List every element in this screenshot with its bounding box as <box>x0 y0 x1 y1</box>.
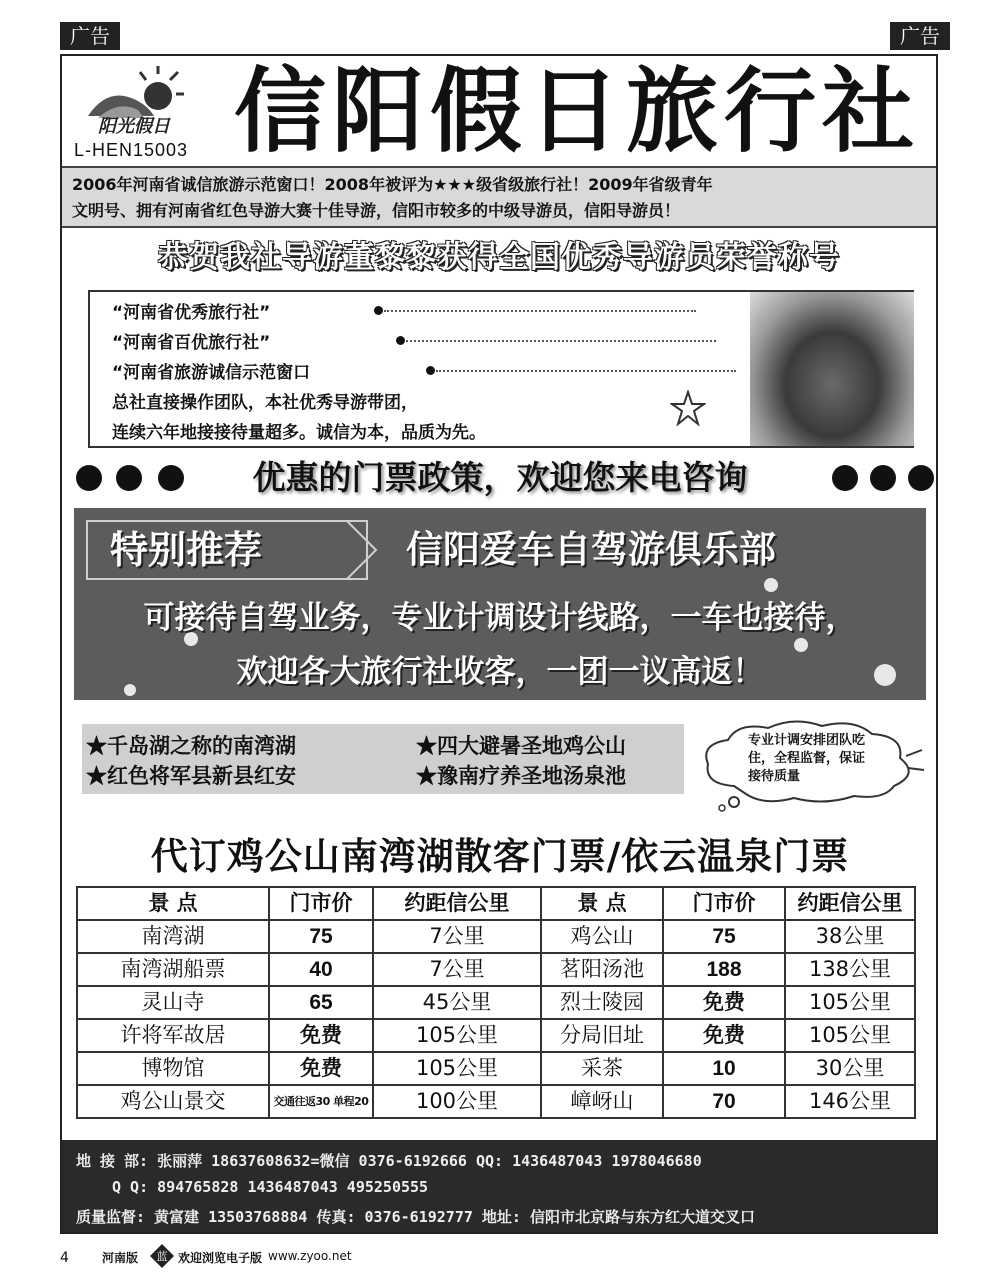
price-cell: 免费 <box>269 1019 373 1052</box>
table-row <box>77 920 915 953</box>
honor-item: “河南省优秀旅行社” <box>112 303 271 323</box>
bullet-dot-icon <box>374 306 383 315</box>
header-distance: 约距信公里 <box>373 887 541 920</box>
dot-icon <box>158 465 184 491</box>
price-cell: 75 <box>269 920 373 953</box>
mountain-photo <box>750 292 914 446</box>
license-number: L-HEN15003 <box>74 140 189 160</box>
star-outline-icon <box>670 390 706 426</box>
attraction-item: ★豫南疗养圣地汤泉池 <box>416 763 626 788</box>
spot-cell: 嶂岈山 <box>541 1085 663 1118</box>
footer-welcome: 欢迎浏览电子版 <box>178 1251 263 1265</box>
spot-cell: 采茶 <box>541 1052 663 1085</box>
congrats-banner: 恭贺我社导游董黎黎获得全国优秀导游员荣誉称号 <box>158 240 840 275</box>
ad-label-left: 广告 <box>60 22 120 50</box>
attraction-item: ★千岛湖之称的南湾湖 <box>86 733 296 758</box>
page-number: 4 <box>60 1250 69 1266</box>
cloud-line-3: 接待质量 <box>748 769 801 784</box>
price-cell: 免费 <box>269 1052 373 1085</box>
cloud-line-2: 住，全程监督，保证 <box>748 751 866 766</box>
spot-cell: 博物馆 <box>77 1052 269 1085</box>
dot-icon <box>870 465 896 491</box>
header-price: 门市价 <box>663 887 785 920</box>
spot-cell: 南湾湖船票 <box>77 953 269 986</box>
distance-cell: 45公里 <box>373 986 541 1019</box>
spot-cell: 分局旧址 <box>541 1019 663 1052</box>
price-cell: 40 <box>269 953 373 986</box>
header-spot: 景 点 <box>77 887 269 920</box>
club-name: 信阳爱车自驾游俱乐部 <box>406 528 776 571</box>
price-cell: 65 <box>269 986 373 1019</box>
ticket-booking-title: 代订鸡公山南湾湖散客门票/依云温泉门票 <box>150 835 850 878</box>
spot-cell: 鸡公山 <box>541 920 663 953</box>
spot-cell: 茗阳汤池 <box>541 953 663 986</box>
honor-item: 总社直接操作团队，本社优秀导游带团， <box>112 393 418 413</box>
table-row <box>77 953 915 986</box>
chevron-right-icon <box>344 520 378 580</box>
distance-cell: 7公里 <box>373 920 541 953</box>
honors-band <box>62 166 936 228</box>
honor-item: 连续六年地接接待量超多。诚信为本，品质为先。 <box>112 423 486 443</box>
distance-cell: 30公里 <box>785 1052 915 1085</box>
dot-icon <box>116 465 142 491</box>
price-cell: 10 <box>663 1052 785 1085</box>
contact-line-3: 质量监督: 黄富建 13503768884 传真: 0376-6192777 地址: 信阳市北京路与东方红大道交叉口 <box>76 1208 755 1226</box>
price-cell: 75 <box>663 920 785 953</box>
price-cell: 免费 <box>663 986 785 1019</box>
dot-icon <box>76 465 102 491</box>
bullet-dot-icon <box>426 366 435 375</box>
price-cell: 免费 <box>663 1019 785 1052</box>
distance-cell: 38公里 <box>785 920 915 953</box>
honors-line-1: 2006年河南省诚信旅游示范窗口！2008年被评为★★★级省级旅行社！2009年省级青年 <box>72 175 713 194</box>
lan-logo-icon <box>150 1244 174 1268</box>
distance-cell: 146公里 <box>785 1085 915 1118</box>
distance-cell: 138公里 <box>785 953 915 986</box>
footer-site-link[interactable]: www.zyoo.net <box>268 1249 352 1263</box>
honors-box <box>88 290 914 448</box>
attractions-band <box>82 724 684 794</box>
special-recommend-badge: 特别推荐 <box>86 520 368 580</box>
contact-line-2: Q Q: 894765828 1436487043 495250555 <box>112 1178 429 1196</box>
recommend-band <box>74 508 926 700</box>
table-row <box>77 986 915 1019</box>
recommend-line-2: 欢迎各大旅行社收客，一团一议高返！ <box>236 654 764 690</box>
table-row <box>77 1085 915 1118</box>
honor-item: “河南省百优旅行社” <box>112 333 271 353</box>
attraction-item: ★四大避暑圣地鸡公山 <box>416 733 626 758</box>
dotted-line <box>406 340 716 342</box>
price-cell: 70 <box>663 1085 785 1118</box>
bullet-dot-icon <box>396 336 405 345</box>
bubble-decoration <box>764 578 778 592</box>
cloud-text <box>748 732 898 786</box>
distance-cell: 105公里 <box>785 986 915 1019</box>
recommend-line-1: 可接待自驾业务，专业计调设计线路，一车也接待， <box>143 600 857 636</box>
contact-band <box>62 1140 936 1232</box>
lan-logo-char: 蓝 <box>156 1250 168 1263</box>
contact-line-1: 地 接 部: 张丽萍 18637608632=微信 0376-6192666 QQ: 1436487043 1978046680 <box>76 1152 702 1170</box>
logo-text: 阳光假日 <box>98 116 170 137</box>
dotted-line <box>436 370 736 372</box>
ticket-slogan: 优惠的门票政策，欢迎您来电咨询 <box>252 458 748 497</box>
dot-icon <box>908 465 934 491</box>
spot-cell: 许将军故居 <box>77 1019 269 1052</box>
dot-icon <box>832 465 858 491</box>
honor-item: “河南省旅游诚信示范窗口 <box>112 363 311 383</box>
spot-cell: 鸡公山景交 <box>77 1085 269 1118</box>
table-header-row <box>77 887 915 920</box>
header-price: 门市价 <box>269 887 373 920</box>
distance-cell: 105公里 <box>373 1052 541 1085</box>
distance-cell: 105公里 <box>373 1019 541 1052</box>
ad-label-right: 广告 <box>890 22 950 50</box>
spot-cell: 灵山寺 <box>77 986 269 1019</box>
distance-cell: 100公里 <box>373 1085 541 1118</box>
header-distance: 约距信公里 <box>785 887 915 920</box>
distance-cell: 105公里 <box>785 1019 915 1052</box>
honors-line-2: 文明号、拥有河南省红色导游大赛十佳导游，信阳市较多的中级导游员，信阳导游员！ <box>72 201 681 220</box>
dotted-line <box>384 310 696 312</box>
spot-cell: 南湾湖 <box>77 920 269 953</box>
ticket-price-table <box>76 886 916 1119</box>
header-spot: 景 点 <box>541 887 663 920</box>
table-row <box>77 1019 915 1052</box>
price-cell: 188 <box>663 953 785 986</box>
attraction-item: ★红色将军县新县红安 <box>86 763 296 788</box>
table-row <box>77 1052 915 1085</box>
distance-cell: 7公里 <box>373 953 541 986</box>
price-cell: 交通往返30 单程20 <box>269 1085 373 1118</box>
agency-title: 信阳假日旅行社 <box>233 58 920 165</box>
cloud-line-1: 专业计调安排团队吃 <box>748 733 866 748</box>
spot-cell: 烈士陵园 <box>541 986 663 1019</box>
edition-label: 河南版 <box>102 1251 139 1265</box>
